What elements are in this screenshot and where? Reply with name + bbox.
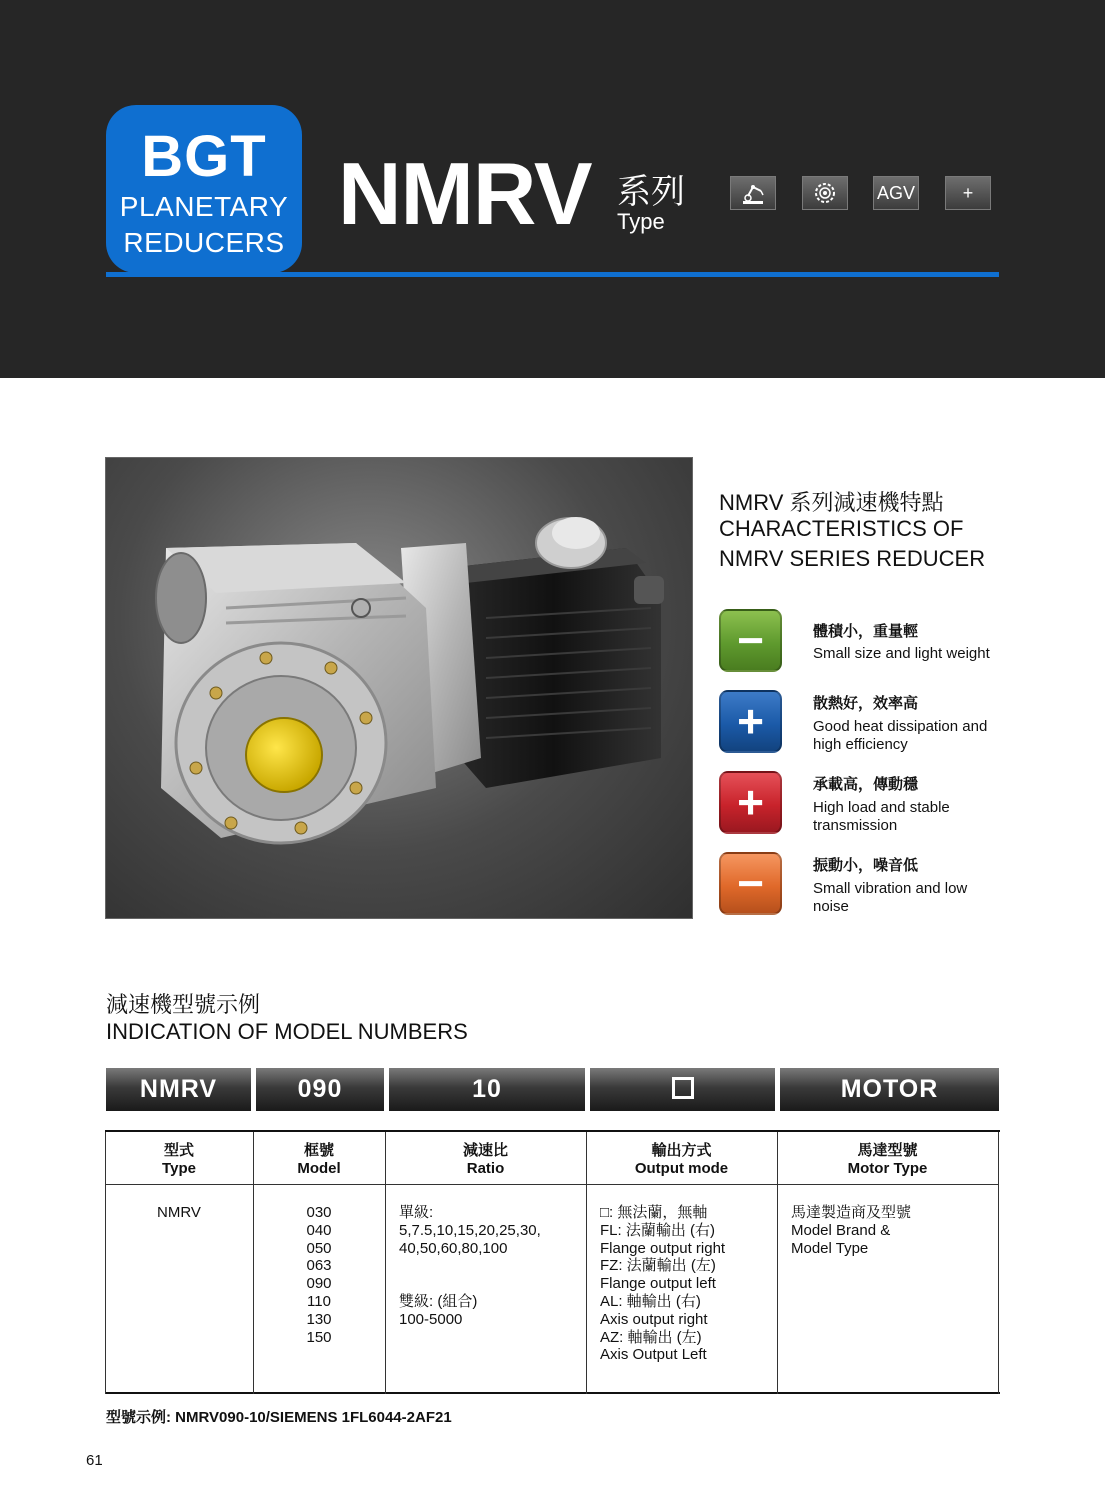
logo-line-1: PLANETARY (119, 191, 289, 222)
page-number: 61 (86, 1452, 103, 1469)
list-item: Flange output left (600, 1275, 716, 1293)
ratio-single-values-2: 40,50,60,80,100 (399, 1239, 508, 1257)
header-divider (106, 272, 999, 277)
output-box-icon (672, 1077, 694, 1099)
cell-ratio (399, 1204, 584, 1329)
ratio-double-label: 雙級: (組合) (399, 1292, 478, 1310)
model-bar-frame: 090 (256, 1068, 384, 1111)
feature-2-cn: 散熱好，效率高 (813, 695, 919, 712)
list-item: 063 (306, 1257, 332, 1275)
list-item: Axis output right (600, 1310, 708, 1328)
title-type: Type (617, 209, 665, 234)
list-item: FL: 法蘭輸出 (右) (600, 1221, 715, 1239)
list-item: 030 (306, 1204, 332, 1221)
plus-icon: + (719, 690, 782, 753)
list-item: Flange output right (600, 1239, 726, 1257)
feature-1-en: Small size and light weight (813, 645, 990, 662)
model-bar-ratio: 10 (389, 1068, 585, 1111)
model-bar-type: NMRV (106, 1068, 251, 1111)
plus-icon: + (945, 176, 991, 210)
model-table (105, 1130, 1000, 1394)
list-item: 110 (307, 1292, 331, 1310)
list-item: FZ: 法蘭輸出 (左) (600, 1257, 716, 1275)
feature-4-cn: 振動小，噪音低 (813, 857, 919, 874)
list-item: 050 (306, 1239, 332, 1257)
list-item: 090 (306, 1275, 332, 1293)
ratio-double-values: 100-5000 (399, 1310, 463, 1328)
list-item: 馬達製造商及型號 (791, 1204, 912, 1221)
logo-line-2: REDUCERS (123, 227, 285, 258)
cell-models (253, 1204, 385, 1346)
list-item: AZ: 軸輸出 (左) (600, 1328, 702, 1346)
list-item: 150 (306, 1328, 332, 1346)
title-series-cn: 系列 (617, 173, 685, 211)
list-item: 130 (306, 1310, 332, 1328)
list-item: Axis Output Left (600, 1346, 707, 1364)
header-band (0, 0, 1105, 378)
list-item: AL: 軸輸出 (右) (600, 1292, 701, 1310)
feature-4-en: Small vibration and low noise (813, 880, 968, 915)
minus-icon: − (719, 852, 782, 915)
feature-2-en: Good heat dissipation and high efficiency (813, 718, 988, 753)
robot-arm-icon (730, 176, 776, 210)
ratio-single-label: 單級: (399, 1204, 434, 1221)
minus-icon: − (719, 609, 782, 672)
model-bar-motor: MOTOR (780, 1068, 999, 1111)
gear-icon (802, 176, 848, 210)
header-ratio: 減速比 Ratio (462, 1142, 508, 1177)
characteristics-title-en-2: NMRV SERIES REDUCER (719, 546, 986, 571)
page-title: NMRV (338, 144, 592, 243)
feature-3-cn: 承載高，傳動穩 (813, 776, 919, 793)
ratio-single-values-1: 5,7.5,10,15,20,25,30, (399, 1221, 541, 1239)
plus-icon: + (719, 771, 782, 834)
header-type: 型式 Type (162, 1142, 196, 1177)
cell-motor-type (791, 1204, 991, 1257)
header-output-mode: 輸出方式 Output mode (634, 1142, 729, 1177)
indication-title-cn: 減速機型號示例 (106, 992, 261, 1017)
model-bar-output (590, 1068, 775, 1111)
indication-title-en: INDICATION OF MODEL NUMBERS (106, 1019, 468, 1044)
characteristics-title-cn: NMRV 系列減速機特點 (719, 490, 944, 515)
cell-type: NMRV (157, 1204, 201, 1221)
list-item: □: 無法蘭，無軸 (600, 1204, 708, 1221)
feature-1-cn: 體積小，重量輕 (813, 623, 919, 640)
list-item: Model Brand & (791, 1221, 891, 1239)
feature-3-en: High load and stable transmission (813, 799, 950, 834)
list-item: 040 (306, 1221, 332, 1239)
logo-brand: BGT (141, 124, 267, 189)
header-model: 框號 Model (297, 1142, 341, 1177)
agv-icon: AGV (873, 176, 919, 210)
characteristics-title-en-1: CHARACTERISTICS OF (719, 516, 964, 541)
product-photo (105, 457, 693, 919)
header-motor-type: 馬達型號 Motor Type (847, 1142, 928, 1177)
brand-logo (106, 105, 302, 273)
cell-output-mode (600, 1204, 775, 1364)
model-example: 型號示例: NMRV090-10/SIEMENS 1FL6044-2AF21 (106, 1409, 452, 1426)
list-item: Model Type (791, 1239, 869, 1257)
